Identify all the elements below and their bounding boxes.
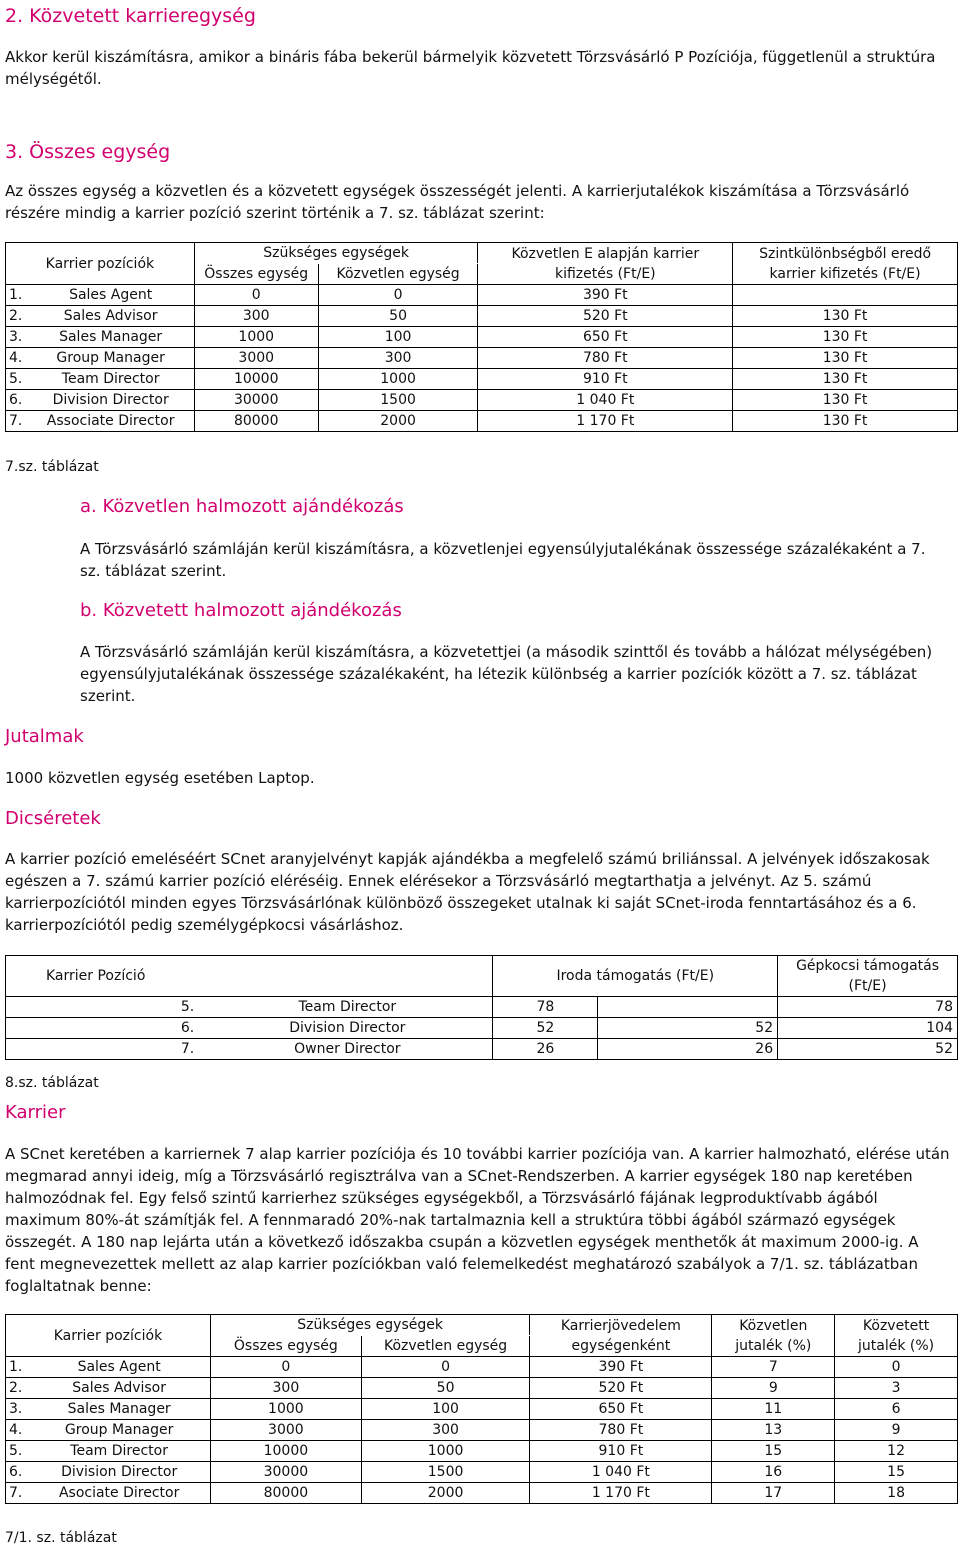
row-number: 7. [6,411,28,432]
direct-commission: 15 [712,1441,835,1462]
income-per-unit: 1 170 Ft [530,1483,712,1504]
position-name: Group Manager [27,348,194,369]
all-units: 3000 [210,1420,361,1441]
direct-units: 0 [361,1357,530,1378]
income-per-unit: 780 Ft [530,1420,712,1441]
car-support: 52 [598,1018,778,1039]
row-number: 3. [6,1399,29,1420]
income-per-unit: 520 Ft [530,1378,712,1399]
t7-header-pay: Közvetlen E alapján karrier kifizetés (Ft/E) [478,243,733,285]
position-name: Sales Advisor [27,306,194,327]
row-number: 6. [6,390,28,411]
income-per-unit: 650 Ft [530,1399,712,1420]
total-support: 52 [778,1039,958,1060]
table-row [6,390,958,411]
all-units: 3000 [194,348,318,369]
office-support: 26 [493,1039,598,1060]
career-title: Karrier [5,1102,66,1123]
direct-commission: 7 [712,1357,835,1378]
indirect-commission: 3 [835,1378,958,1399]
direct-units: 1000 [318,369,478,390]
level-diff-payout: 130 Ft [733,369,958,390]
direct-units: 100 [361,1399,530,1420]
office-support: 52 [493,1018,598,1039]
all-units: 80000 [194,411,318,432]
t7-caption: 7.sz. táblázat [5,459,99,475]
table-row [6,1039,958,1060]
direct-commission: 17 [712,1483,835,1504]
all-units: 10000 [194,369,318,390]
direct-units: 2000 [318,411,478,432]
rewards-text: 1000 közvetlen egység esetében Laptop. [5,769,315,787]
table-row [6,1399,958,1420]
t71-header-direct-commission: Közvetlen jutalék (%) [712,1315,835,1357]
t71-caption: 7/1. sz. táblázat [5,1530,117,1546]
total-support: 78 [778,997,958,1018]
direct-payout: 520 Ft [478,306,733,327]
table-row [6,1378,958,1399]
position-name: Sales Manager [27,327,194,348]
t71-header-indirect-commission: Közvetett jutalék (%) [835,1315,958,1357]
t7-header-diff: Szintkülönbségből eredő karrier kifizetés (Ft/E) [733,243,958,285]
position-name: Team Director [27,369,194,390]
direct-units: 50 [361,1378,530,1399]
table-row [6,1018,958,1039]
section-3-text: Az összes egység a közvetlen és a közvetett egységek összességét jelenti. A karrierjutalékok kiszámítása a Törzsvásárló részére mindig a karrier pozíció szerint történik a 7. sz. táblázat szerint: [5,182,910,222]
all-units: 1000 [210,1399,361,1420]
level-diff-payout: 130 Ft [733,411,958,432]
row-number: 6. [6,1018,203,1039]
position-name: Division Director [27,390,194,411]
section-2-title: 2. Közvetett karrieregység [5,5,256,27]
level-diff-payout: 130 Ft [733,327,958,348]
direct-units: 300 [361,1420,530,1441]
table-row [6,1441,958,1462]
indirect-commission: 0 [835,1357,958,1378]
section-3-title: 3. Összes egység [5,141,171,163]
rewards-title: Jutalmak [5,726,84,747]
table-row [6,1462,958,1483]
position-name: Owner Director [202,1039,493,1060]
row-number: 4. [6,348,28,369]
income-per-unit: 910 Ft [530,1441,712,1462]
row-number: 3. [6,327,28,348]
section-2-text: Akkor kerül kiszámításra, amikor a bináris fába bekerül bármelyik közvetett Törzsvásárló P Pozíciója, függetlenül a struktúra mélységétől. [5,48,936,88]
direct-commission: 16 [712,1462,835,1483]
row-number: 4. [6,1420,29,1441]
direct-payout: 390 Ft [478,285,733,306]
total-support: 104 [778,1018,958,1039]
income-per-unit: 1 040 Ft [530,1462,712,1483]
t7-header-direct: Közvetlen egység [318,264,478,285]
t7-header-all: Összes egység [194,264,318,285]
direct-units: 1500 [361,1462,530,1483]
praise-text: A karrier pozíció emeléséért SCnet aranyjelvényt kapják ajándékba a megfelelő számú briliánssal. A jelvények időszakosak egészen a 7. számú karrier pozíció eléréséig. Ennek elérésekor a Törzsvásárló megtarthatja a jelvényt. Az 5. számú karrierpozíciótól minden egyes Törzsvásárlónak különböző összegeket utalnak ki saját SCnet-iroda fenntartásához és a 6. karrierpozíciótól pedig személygépkocsi vásárláshoz. [5,850,930,934]
direct-units: 1000 [361,1441,530,1462]
row-number: 1. [6,285,28,306]
position-name: Sales Agent [28,1357,210,1378]
all-units: 80000 [210,1483,361,1504]
table-7-1 [5,1314,958,1504]
all-units: 30000 [210,1462,361,1483]
all-units: 30000 [194,390,318,411]
table-row [6,997,958,1018]
table-row [6,369,958,390]
position-name: Group Manager [28,1420,210,1441]
direct-units: 0 [318,285,478,306]
position-name: Division Director [202,1018,493,1039]
table-row [6,285,958,306]
row-number: 1. [6,1357,29,1378]
career-text: A SCnet keretében a karriernek 7 alap karrier pozíciója és 10 további karrier pozíciója van. A karrier halmozható, elérése után megmarad annyi ideig, míg a Törzsvásárló regisztrálva van a SCnet-Rendszerben. A karrier egységek 180 nap keretében halmozódnak fel. Egy felső szintű karrierhez szükséges egységekből, a Törzsvásárló fájának legproduktívabb ágából maximum 80%-át számítják fel. A fennmaradó 20%-nak tartalmaznia kell a struktúra többi ágából származó egységek összegét. A 180 nap lejárta után a következő időszakba csupán a közvetlen egységek menthetők át maximum 2000-ig. A fent megnevezettek mellett az alap karrier pozíciókban való felemelkedést meghatározó szabályok a 7/1. sz. táblázatban foglaltatnak benne: [5,1145,950,1295]
direct-units: 300 [318,348,478,369]
row-number: 6. [6,1462,29,1483]
row-number: 5. [6,1441,29,1462]
row-number: 5. [6,369,28,390]
table-row [6,306,958,327]
table-8 [5,955,958,1060]
praise-title: Dicséretek [5,808,101,829]
direct-commission: 11 [712,1399,835,1420]
direct-commission: 13 [712,1420,835,1441]
t8-header-car: Gépkocsi támogatás (Ft/E) [778,956,958,997]
row-number: 7. [6,1039,203,1060]
row-number: 2. [6,306,28,327]
position-name: Sales Agent [27,285,194,306]
sub-b-title: b. Közvetett halmozott ajándékozás [80,600,402,621]
level-diff-payout: 130 Ft [733,390,958,411]
table-row [6,1420,958,1441]
level-diff-payout: 130 Ft [733,348,958,369]
position-name: Sales Manager [28,1399,210,1420]
all-units: 10000 [210,1441,361,1462]
direct-payout: 650 Ft [478,327,733,348]
t7-header-position: Karrier pozíciók [6,243,195,285]
t71-header-direct: Közvetlen egység [361,1336,530,1357]
row-number: 7. [6,1483,29,1504]
indirect-commission: 15 [835,1462,958,1483]
indirect-commission: 12 [835,1441,958,1462]
income-per-unit: 390 Ft [530,1357,712,1378]
all-units: 300 [194,306,318,327]
sub-a-title: a. Közvetlen halmozott ajándékozás [80,496,404,517]
sub-b-text: A Törzsvásárló számláján kerül kiszámításra, a közvetettjei (a második szinttől és tovább a hálózat mélységében) egyensúlyjutalékának összessége százalékaként, ha létezik különbség a karrier pozíciók között a 7. sz. táblázat szerint. [80,643,933,705]
position-name: Associate Director [27,411,194,432]
position-name: Division Director [28,1462,210,1483]
table-row [6,1357,958,1378]
indirect-commission: 9 [835,1420,958,1441]
t8-caption: 8.sz. táblázat [5,1075,99,1091]
direct-payout: 1 170 Ft [478,411,733,432]
row-number: 2. [6,1378,29,1399]
level-diff-payout [733,285,958,306]
table-row [6,411,958,432]
all-units: 300 [210,1378,361,1399]
table-row [6,1483,958,1504]
t7-header-required: Szükséges egységek [194,243,478,264]
sub-a-text: A Törzsvásárló számláján kerül kiszámításra, a közvetlenjei egyensúlyjutalékának összessége százalékaként a 7. sz. táblázat szerint. [80,540,926,580]
position-name: Sales Advisor [28,1378,210,1399]
direct-commission: 9 [712,1378,835,1399]
indirect-commission: 6 [835,1399,958,1420]
t8-header-position: Karrier Pozíció [6,956,493,997]
position-name: Asociate Director [28,1483,210,1504]
all-units: 0 [194,285,318,306]
office-support: 78 [493,997,598,1018]
t71-header-income: Karrierjövedelem egységenként [530,1315,712,1357]
t71-header-required: Szükséges egységek [210,1315,529,1336]
direct-units: 2000 [361,1483,530,1504]
all-units: 0 [210,1357,361,1378]
car-support: 26 [598,1039,778,1060]
direct-units: 1500 [318,390,478,411]
t71-header-all: Összes egység [210,1336,361,1357]
direct-units: 100 [318,327,478,348]
direct-units: 50 [318,306,478,327]
t8-header-office: Iroda támogatás (Ft/E) [493,956,778,997]
table-7 [5,242,958,432]
indirect-commission: 18 [835,1483,958,1504]
direct-payout: 910 Ft [478,369,733,390]
level-diff-payout: 130 Ft [733,306,958,327]
table-row [6,327,958,348]
position-name: Team Director [202,997,493,1018]
direct-payout: 780 Ft [478,348,733,369]
direct-payout: 1 040 Ft [478,390,733,411]
row-number: 5. [6,997,203,1018]
t71-header-position: Karrier pozíciók [6,1315,211,1357]
position-name: Team Director [28,1441,210,1462]
all-units: 1000 [194,327,318,348]
table-row [6,348,958,369]
car-support [598,997,778,1018]
